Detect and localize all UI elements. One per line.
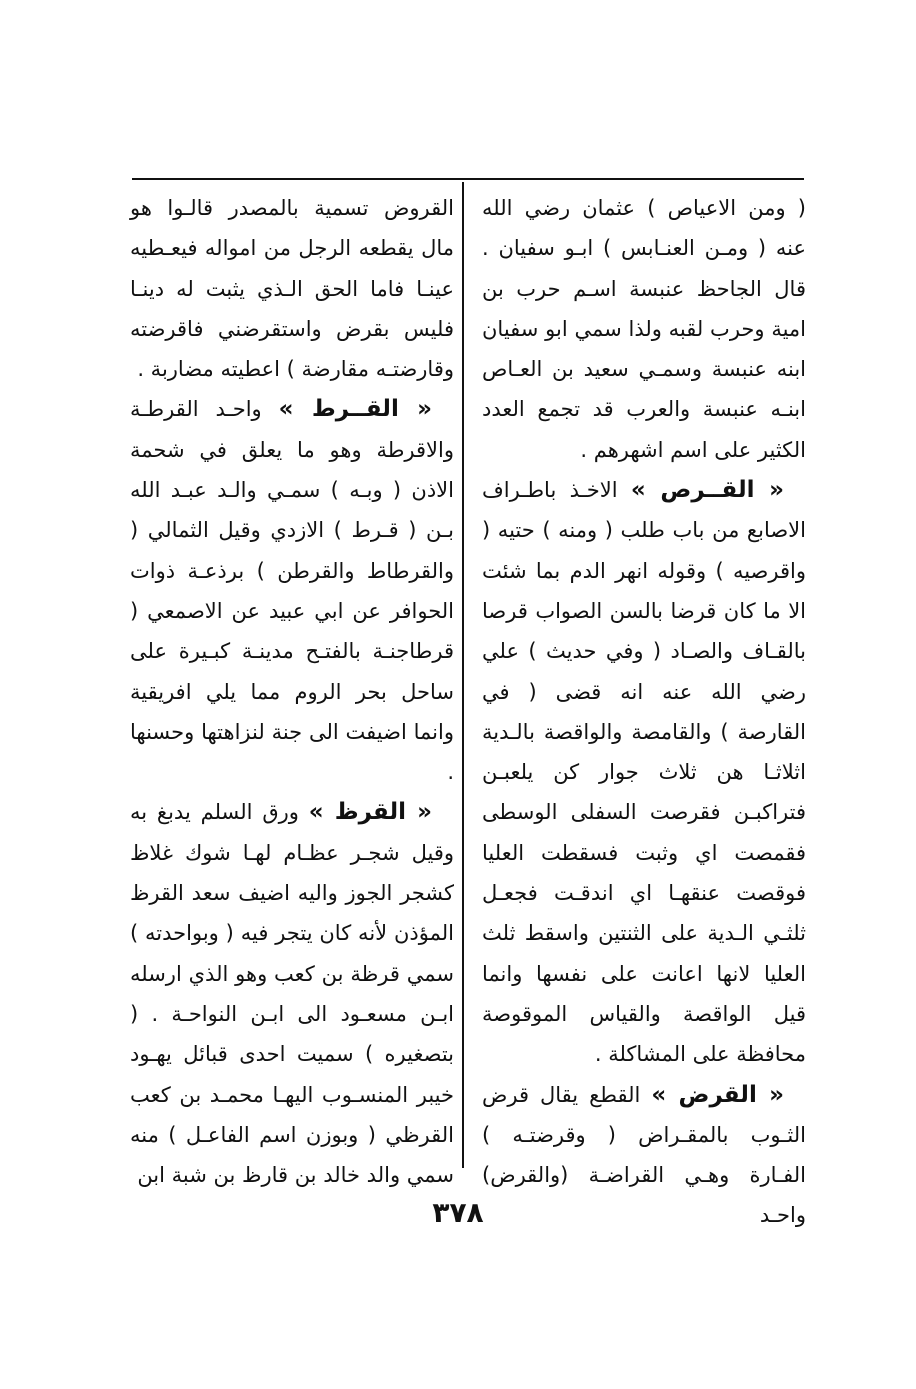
entry-qaraz bbox=[130, 792, 454, 1195]
entry-qard bbox=[482, 1075, 806, 1236]
entry-qurs bbox=[482, 470, 806, 1074]
paragraph-continuation bbox=[130, 188, 454, 389]
column-divider bbox=[462, 182, 464, 1168]
headword: « القرظ » bbox=[308, 799, 432, 826]
paragraph-continuation bbox=[482, 188, 806, 470]
entry-text: القطع يقال قرض الثـوب بالمقـراض ( وقرضتـه ) الفـارة وهـي القراضـة (والقرض) واحـد bbox=[482, 1082, 806, 1228]
entry-text: واحـد القرطـة والاقرطة وهو ما يعلق في شحمة الاذن ( وبـه ) سمـي والـد عبـد الله بـن ( قـرط ) الازدي وقيل الثمالي ( والقرطاط والقرطن ) برذعـة ذوات الحوافر عن ابي عبيد عن الاصمعي ( قرطاجنـة بالفتـح مدينـة كبـيرة على ساحل بحر الروم مما يلي افريقية وانما اضيفت الى جنة لنزاهتها وحسنها . bbox=[130, 397, 454, 785]
header-rule bbox=[132, 178, 804, 180]
paragraph-text: ( ومن الاعياص ) عثمان رضي الله عنه ( ومـن العنـابس ) ابـو سفيان . قال الجاحظ عنبسة اسـم حرب بن امية وحرب لقبه ولذا سمي ابو سفيان ابنه عنبسة وسمـي سعيد بن العـاص ابنـه عنبسة والعرب قد تجمع العدد الكثير على اسم اشهرهم . bbox=[482, 196, 806, 462]
headword: « القرض » bbox=[651, 1081, 784, 1108]
entry-text: ورق السلم يدبغ به وقيل شجـر عظـام لهـا شوك غلاظ كشجر الجوز واليه اضيف سعد القرظ المؤذن لأنه كان يتجر فيه ( وبواحدته ) سمي قرظة بن كعب وهو الذي ارسله ابـن مسعـود الى ابـن النواحـة . ( بتصغيره ) سميت احدى قبائل يهـود خيبر المنسـوب اليهـا محمـد بن كعب القرظي ( وبوزن اسم الفاعـل ) منه سمي والد خالد بن قارظ بن شبة ابن bbox=[130, 800, 454, 1188]
right-column bbox=[482, 188, 806, 1236]
entry-text: الاخـذ باطـراف الاصابع من باب طلب ( ومنه ) حتيه ( واقرصيه ) وقوله انهر الدم بما شئت الا ما كان قرضا بالسن الصواب قرصا بالقـاف والصـاد ( وفي حديث ) علي رضي الله عنه انه قضى ( في القارصة ) والقامصة والواقصة بالـدية اثلاثـا هن ثلاث جوار كن يلعبـن فتراكبـن فقرصت السفلى الوسطى فقمصت اي وثبت فسقطت العليا فوقصت عنقهـا اي اندقـت فجعـل ثلثـي الـدية على الثنتين واسقط ثلث العليا لانها اعانت على نفسها وانما قيل الواقصة والقياس الموقوصة محافظة على المشاكلة . bbox=[482, 478, 806, 1067]
paragraph-text: القروض تسمية بالمصدر قالـوا هو مال يقطعه الرجل من امواله فيعـطيه عينـا فاما الحق الـذي يثبت له دينـا فليس بقرض واستقرضني فاقرضته وقارضتـه مقارضة ) اعطيته مضاربة . bbox=[130, 196, 454, 382]
left-column bbox=[130, 188, 454, 1195]
page-number: ٣٧٨ bbox=[432, 1196, 484, 1229]
headword: « القــرط » bbox=[278, 396, 432, 423]
headword: « القــرص » bbox=[630, 477, 784, 504]
entry-qurt bbox=[130, 389, 454, 792]
